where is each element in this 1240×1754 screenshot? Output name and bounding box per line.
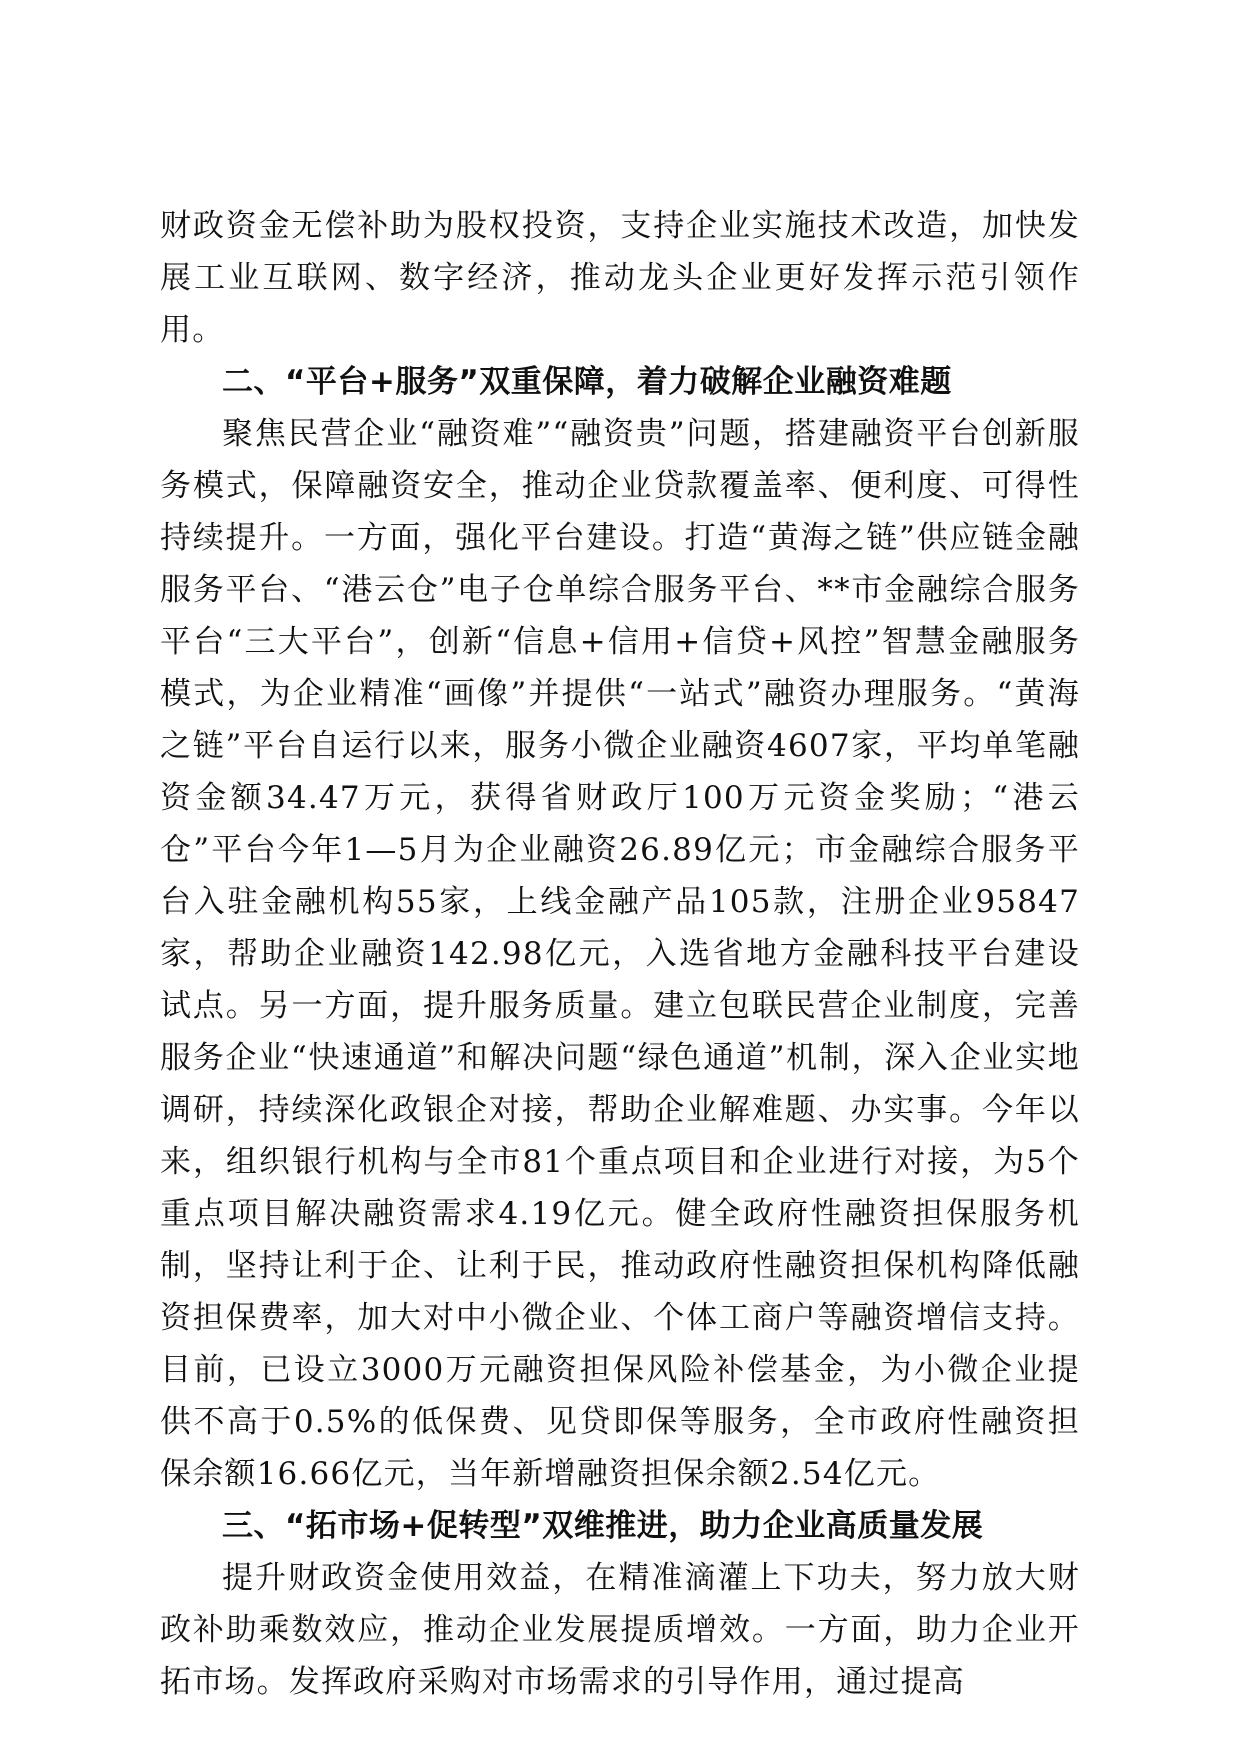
section-body-market: 提升财政资金使用效益，在精准滴灌上下功夫，努力放大财政补助乘数效应，推动企业发展提质增效。一方面，助力企业开拓市场。发挥政府采购对市场需求的引导作用，通过提高 (160, 1560, 1080, 1700)
continuation-paragraph: 财政资金无偿补助为股权投资，支持企业实施技术改造，加快发展工业互联网、数字经济，推动龙头企业更好发挥示范引领作用。 (160, 208, 1080, 348)
section-heading-platform-service: 二、“平台+服务”双重保障，着力破解企业融资难题 (222, 364, 952, 400)
section-heading-market-transformation: 三、“拓市场+促转型”双维推进，助力企业高质量发展 (222, 1508, 984, 1544)
document-page (160, 200, 1080, 1708)
section-body-financing: 聚焦民营企业“融资难”“融资贵”问题，搭建融资平台创新服务模式，保障融资安全，推动企业贷款覆盖率、便利度、可得性持续提升。一方面，强化平台建设。打造“黄海之链”供应链金融服务平台、“港云仓”电子仓单综合服务平台、**市金融综合服务平台“三大平台”，创新“信息+信用+信贷+风控”智慧金融服务模式，为企业精准“画像”并提供“一站式”融资办理服务。“黄海之链”平台自运行以来，服务小微企业融资4607家，平均单笔融资金额34.47万元，获得省财政厅100万元资金奖励；“港云仓”平台今年1—5月为企业融资26.89亿元；市金融综合服务平台入驻金融机构55家，上线金融产品105款，注册企业95847家，帮助企业融资142.98亿元，入选省地方金融科技平台建设试点。另一方面，提升服务质量。建立包联民营企业制度，完善服务企业“快速通道”和解决问题“绿色通道”机制，深入企业实地调研，持续深化政银企对接，帮助企业解难题、办实事。今年以来，组织银行机构与全市81个重点项目和企业进行对接，为5个重点项目解决融资需求4.19亿元。健全政府性融资担保服务机制，坚持让利于企、让利于民，推动政府性融资担保机构降低融资担保费率，加大对中小微企业、个体工商户等融资增信支持。目前，已设立3000万元融资担保风险补偿基金，为小微企业提供不高于0.5%的低保费、见贷即保等服务，全市政府性融资担保余额16.66亿元，当年新增融资担保余额2.54亿元。 (160, 416, 1080, 1492)
